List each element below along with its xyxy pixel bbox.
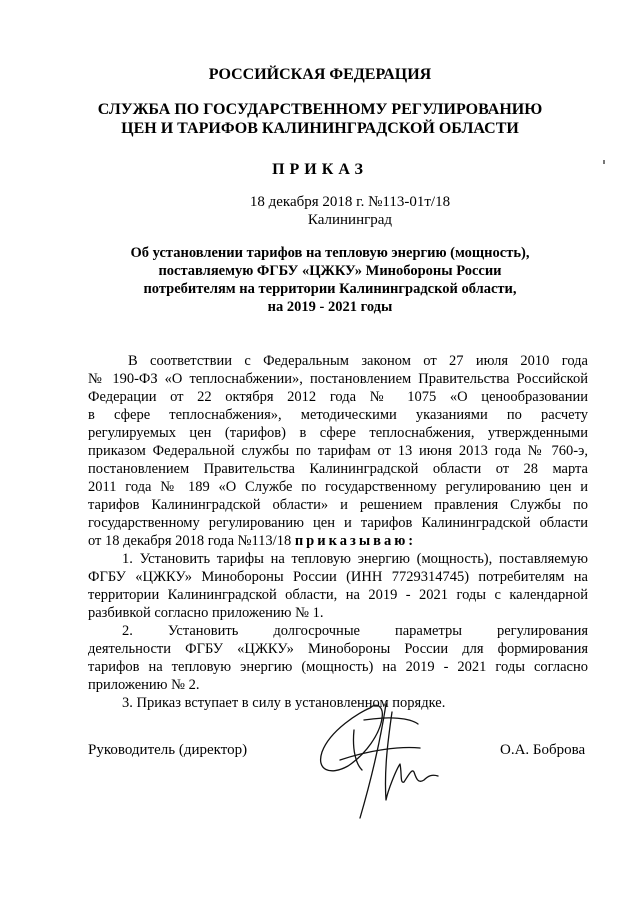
city: Калининград bbox=[307, 212, 393, 228]
agency-heading-line-1: СЛУЖБА ПО ГОСУДАРСТВЕННОМУ РЕГУЛИРОВАНИЮ bbox=[97, 101, 543, 118]
order-body bbox=[88, 352, 588, 712]
margin-mark bbox=[603, 160, 605, 164]
date-and-number: 18 декабря 2018 г. №113-01т/18 bbox=[249, 194, 451, 210]
subject-line: потребителям на территории Калининградской области, bbox=[143, 281, 517, 297]
item-1-line: территории Калининградской области, на 2019 - 2021 годы с календарной bbox=[88, 587, 588, 603]
preamble-line: тарифов Калининградской области» и решением правления Службы по bbox=[88, 497, 588, 513]
item-2-line: приложению № 2. bbox=[88, 677, 200, 693]
preamble-line: В соответствии с Федеральным законом от 27 июля 2010 года bbox=[128, 353, 588, 369]
preamble-line: приказом Федеральной службы по тарифам от 13 июня 2013 года № 760-э, bbox=[88, 443, 588, 459]
signatory-role: Руководитель (директор) bbox=[88, 742, 248, 758]
preamble-line: постановлением Правительства Калининградской области от 28 марта bbox=[88, 461, 588, 477]
item-2-line: 2. Установить долгосрочные параметры регулирования bbox=[122, 623, 588, 639]
preamble-line: № 190-ФЗ «О теплоснабжении», постановлением Правительства Российской bbox=[88, 371, 588, 387]
preamble-line: государственному регулированию цен и тарифов Калининградской области bbox=[88, 515, 588, 531]
subject-line: поставляемую ФГБУ «ЦЖКУ» Минобороны России bbox=[158, 263, 502, 279]
handwritten-signature bbox=[300, 690, 450, 830]
agency-heading bbox=[0, 100, 640, 138]
order-word: приказываю: bbox=[294, 533, 417, 549]
item-3-line: 3. Приказ вступает в силу в установленном порядке. bbox=[122, 695, 446, 711]
order-subject bbox=[100, 244, 560, 316]
preamble-last-text: от 18 декабря 2018 года №113/18 bbox=[88, 533, 292, 549]
country-heading: РОССИЙСКАЯ ФЕДЕРАЦИЯ bbox=[208, 66, 432, 83]
preamble-line: регулируемых цен (тарифов) в сфере теплоснабжения, утвержденными bbox=[88, 425, 588, 441]
preamble-last-line bbox=[88, 532, 588, 550]
preamble-line: 2011 года № 189 «О Службе по государственному регулированию цен и bbox=[88, 479, 588, 495]
item-1-line: ФГБУ «ЦЖКУ» Минобороны России (ИНН 7729314745) потребителям на bbox=[88, 569, 588, 585]
item-2-line: деятельности ФГБУ «ЦЖКУ» Минобороны России для формирования bbox=[88, 641, 588, 657]
preamble-line: Федерации от 22 октября 2012 года № 1075 «О ценообразовании bbox=[88, 389, 588, 405]
item-1-line: разбивкой согласно приложению № 1. bbox=[88, 605, 324, 621]
signatory-name: О.А. Боброва bbox=[500, 742, 586, 758]
preamble-line: в сфере теплоснабжения», методическими указаниями по расчету bbox=[88, 407, 588, 423]
item-1-line: 1. Установить тарифы на тепловую энергию (мощность), поставляемую bbox=[122, 551, 588, 567]
item-2-line: тарифов на тепловую энергию (мощность) на 2019 - 2021 годы согласно bbox=[88, 659, 588, 675]
agency-heading-line-2: ЦЕН И ТАРИФОВ КАЛИНИНГРАДСКОЙ ОБЛАСТИ bbox=[121, 120, 519, 137]
subject-line: Об установлении тарифов на тепловую энергию (мощность), bbox=[130, 245, 530, 261]
subject-line: на 2019 - 2021 годы bbox=[267, 299, 393, 315]
document-type-heading: ПРИКАЗ bbox=[272, 161, 368, 178]
